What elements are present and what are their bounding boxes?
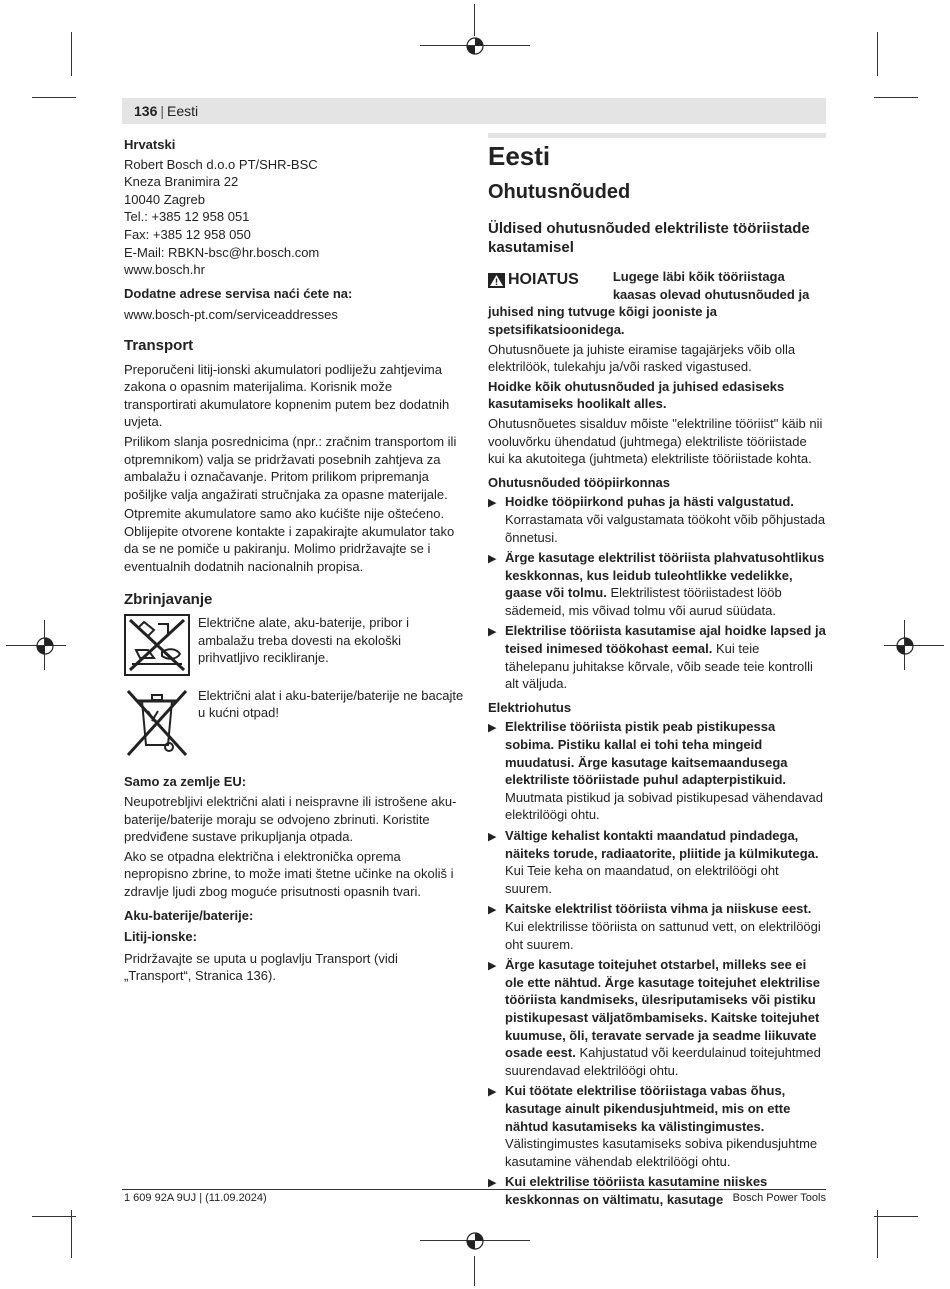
registration-mark-icon	[465, 36, 485, 56]
crop-mark	[474, 4, 475, 36]
warning-badge	[488, 270, 579, 290]
crop-mark	[874, 97, 918, 98]
eu-heading: Samo za zemlje EU:	[124, 774, 247, 790]
registration-mark-icon	[895, 636, 915, 656]
crop-mark	[877, 32, 878, 76]
transport-paragraph: Otpremite akumulatore samo ako kućište nije oštećeno. Oblijepite otvorene kontakte i zapakirajte akumulator tako da se ne pomiče u pakiranju. Molimo pridržavajte se i eventualnih dodatnih nacionalnih propisa.	[124, 506, 455, 575]
warning-triangle-icon	[488, 273, 505, 288]
keep-instructions-bold: Hoidke kõik ohutusnõuded ja juhised edasiseks kasutamiseks hoolikalt alles.	[488, 378, 785, 412]
warning-bold-text: Lugege läbi kõik tööriistaga kaasas olevad ohutusnõuded ja juhised ning tutvuge kõigi jooniste ja spetsifikatsioonidega.	[488, 269, 810, 337]
address-country: Hrvatski	[124, 137, 176, 152]
triangle-bullet-icon: ▶	[488, 497, 497, 510]
section-rule	[488, 133, 826, 138]
triangle-bullet-icon: ▶	[488, 1086, 497, 1099]
list-item: ▶ Elektrilise tööriista pistik peab pistikupessa sobima. Pistiku kallal ei tohi teha mingeid muudatusi. Ärge kasutage kaitsemaandusega elektriliste tööriistade puhul adapterpistikuid. Muutmata pistikud ja sobivad pistikupesad vähendavad elektrilöögi ohtu.	[488, 719, 823, 823]
left-column	[124, 136, 464, 987]
address-email[interactable]: E-Mail: RBKN-bsc@hr.bosch.com	[124, 244, 320, 260]
address-block	[124, 156, 464, 279]
triangle-bullet-icon: ▶	[488, 904, 497, 917]
transport-heading: Transport	[124, 336, 194, 354]
page-header	[122, 98, 826, 124]
crop-mark	[474, 1256, 475, 1286]
electric-heading: Elektriohutus	[488, 699, 572, 715]
crossed-out-wheelie-bin-icon	[124, 687, 190, 759]
list-item: ▶ Hoidke tööpiirkond puhas ja hästi valgustatud. Korrastamata või valgustamata töökoht võib põhjustada õnnetusi.	[488, 494, 826, 545]
triangle-bullet-icon: ▶	[488, 553, 497, 566]
work-area-heading: Ohutusnõuded tööpiirkonnas	[488, 474, 670, 490]
address-line: Kneza Branimira 22	[124, 174, 239, 190]
service-addresses-heading: Dodatne adrese servisa naći ćete na:	[124, 285, 353, 301]
transport-paragraph: Preporučeni litij-ionski akumulatori podliježu zahtjevima zakona o opasnim materijalima. Korisnik može transportirati akumulatore kopnenim putem bez dodatnih uvjeta.	[124, 361, 450, 430]
triangle-bullet-icon: ▶	[488, 831, 497, 843]
triangle-bullet-icon: ▶	[488, 626, 497, 639]
footer-doc-id: 1 609 92A 9UJ | (11.09.2024)	[124, 1192, 267, 1204]
header-separator: |	[160, 103, 164, 119]
page-number: 136	[134, 103, 158, 119]
registration-mark-icon	[465, 1231, 485, 1251]
eu-paragraph: Neupotrebljivi električni alati i neispravne ili istrošene aku-baterije/baterije moraju se odvojeno zbrinuti. Koristite predviđene sustave prikupljanja otpada.	[124, 794, 457, 845]
list-item: ▶ Ärge kasutage toitejuhet otstarbel, milleks see ei ole ette nähtud. Ärge kasutage toitejuhet elektrilise tööriista kandmiseks, ülesriputamiseks või pistiku pistikupesast väljatõmbamiseks. Kaitske toitejuhet kuumuse, õli, teravate servade ja seadme liikuvate osade eest. Kahjustatud või keerdulainud toitejuhtmed suurendavad elektrilöögi ohtu.	[488, 957, 821, 1078]
address-line: Tel.: +385 12 958 051	[124, 209, 250, 225]
address-line: Robert Bosch d.o.o PT/SHR-BSC	[124, 156, 318, 172]
recycle-row	[124, 614, 464, 681]
household-row	[124, 687, 464, 764]
address-line: Fax: +385 12 958 050	[124, 226, 251, 242]
crop-mark	[877, 1210, 878, 1258]
recycle-text: Električne alate, aku-baterije, pribor i ambalažu treba dovesti na ekološki prihvatljivo recikliranje.	[198, 615, 409, 666]
header-section: Eesti	[167, 103, 199, 119]
warning-label: HOIATUS	[508, 271, 579, 289]
triangle-bullet-icon: ▶	[488, 960, 497, 973]
language-title: Eesti	[488, 141, 551, 171]
general-safety-heading: Üldised ohutusnõuded elektriliste tööriistade kasutamisel	[488, 220, 810, 257]
list-item: ▶ Ärge kasutage elektrilist tööriista plahvatusohtlikus keskkonnas, kus leidub tuleohtlikke vedelikke, gaase või tolmu. Elektrilistest tööriistadest lööb sädemeid, mis võivad tolmu või aurud süüdata.	[488, 550, 825, 618]
keep-instructions-text: Ohutusnõuetes sisalduv mõiste "elektriline tööriist" käib nii vooluvõrku ühendatud (juhtmega) elektriliste tööriistade kui ka akutoitega (juhtmeta) elektriliste tööriistade kohta.	[488, 415, 823, 467]
footer-brand: Bosch Power Tools	[732, 1192, 826, 1204]
list-item: ▶ Kaitske elektrilist tööriista vihma ja niiskuse eest. Kui elektrilisse tööriista on sattunud vett, on elektrilöögi oht suurem.	[488, 901, 821, 952]
liion-text: Pridržavajte se uputa u poglavlju Transport (vidi „Transport“, Stranica 136).	[124, 950, 398, 984]
service-addresses-link[interactable]: www.bosch-pt.com/serviceaddresses	[124, 307, 338, 323]
liion-heading: Litij-ionske:	[124, 929, 197, 945]
crop-mark	[32, 97, 76, 98]
warning-text: Ohutusnõuete ja juhiste eiramise tagajärjeks võib olla elektrilöök, tulekahju ja/või rasked vigastused.	[488, 341, 796, 375]
crop-mark	[71, 32, 72, 76]
transport-paragraph: Prilikom slanja posrednicima (npr.: zračnim transportom ili otpremnikom) valja se pridržavati posebnih zahtjeva za ambalažu i označavanje. Pritom prilikom pripremanja pošiljke valja angažirati stručnjaka za opasne materijale.	[124, 433, 457, 502]
safety-heading: Ohutusnõuded	[488, 180, 631, 203]
list-item: ▶ Vältige kehalist kontakti maandatud pindadega, näiteks torude, radiaatorite, pliitide ja külmikutega. Kui Teie keha on maandatud, on elektrilöögi oht suurem.	[488, 828, 819, 896]
list-item: ▶ Elektrilise tööriista kasutamise ajal hoidke lapsed ja teised inimesed töökohast eemal. Kui teie tähelepanu juhitakse kõrvale, võib seade teie kontrolli alt väljuda.	[488, 623, 826, 692]
disposal-heading: Zbrinjavanje	[124, 590, 213, 608]
recycle-prohibition-icon	[124, 614, 190, 676]
address-website[interactable]: www.bosch.hr	[124, 262, 205, 278]
eu-paragraph: Ako se otpadna električna i elektronička oprema nepropisno zbrine, to može imati štetne učinke na okoliš i zdravlje ljudi zbog moguće prisutnosti opasnih tvari.	[124, 848, 454, 899]
crop-mark	[32, 1216, 76, 1217]
triangle-bullet-icon: ▶	[488, 722, 497, 735]
right-column	[488, 136, 826, 1211]
work-area-list	[488, 493, 826, 693]
address-line: 10040 Zagreb	[124, 191, 205, 207]
triangle-bullet-icon: ▶	[488, 1177, 497, 1190]
registration-mark-icon	[35, 636, 55, 656]
electric-safety-list	[488, 718, 826, 1208]
battery-heading: Aku-baterije/baterije:	[124, 907, 254, 923]
household-text: Električni alat i aku-baterije/baterije ne bacajte u kućni otpad!	[198, 687, 464, 721]
crop-mark	[874, 1216, 918, 1217]
list-item: ▶ Kui töötate elektrilise tööriistaga vabas õhus, kasutage ainult pikendusjuhtmeid, mis on ette nähtud kasutamiseks ka välistingimustes. Välistingimustes kasutamiseks sobiva pikendusjuhtme kasutamine vähendab elektrilöögi ohtu.	[488, 1083, 818, 1169]
crop-mark	[71, 1210, 72, 1258]
list-item: ▶ Kui elektrilise tööriista kasutamine niiskes keskkonnas on vältimatu, kasutage	[488, 1174, 768, 1207]
footer-rule	[122, 1189, 826, 1190]
warning-block	[488, 268, 826, 338]
